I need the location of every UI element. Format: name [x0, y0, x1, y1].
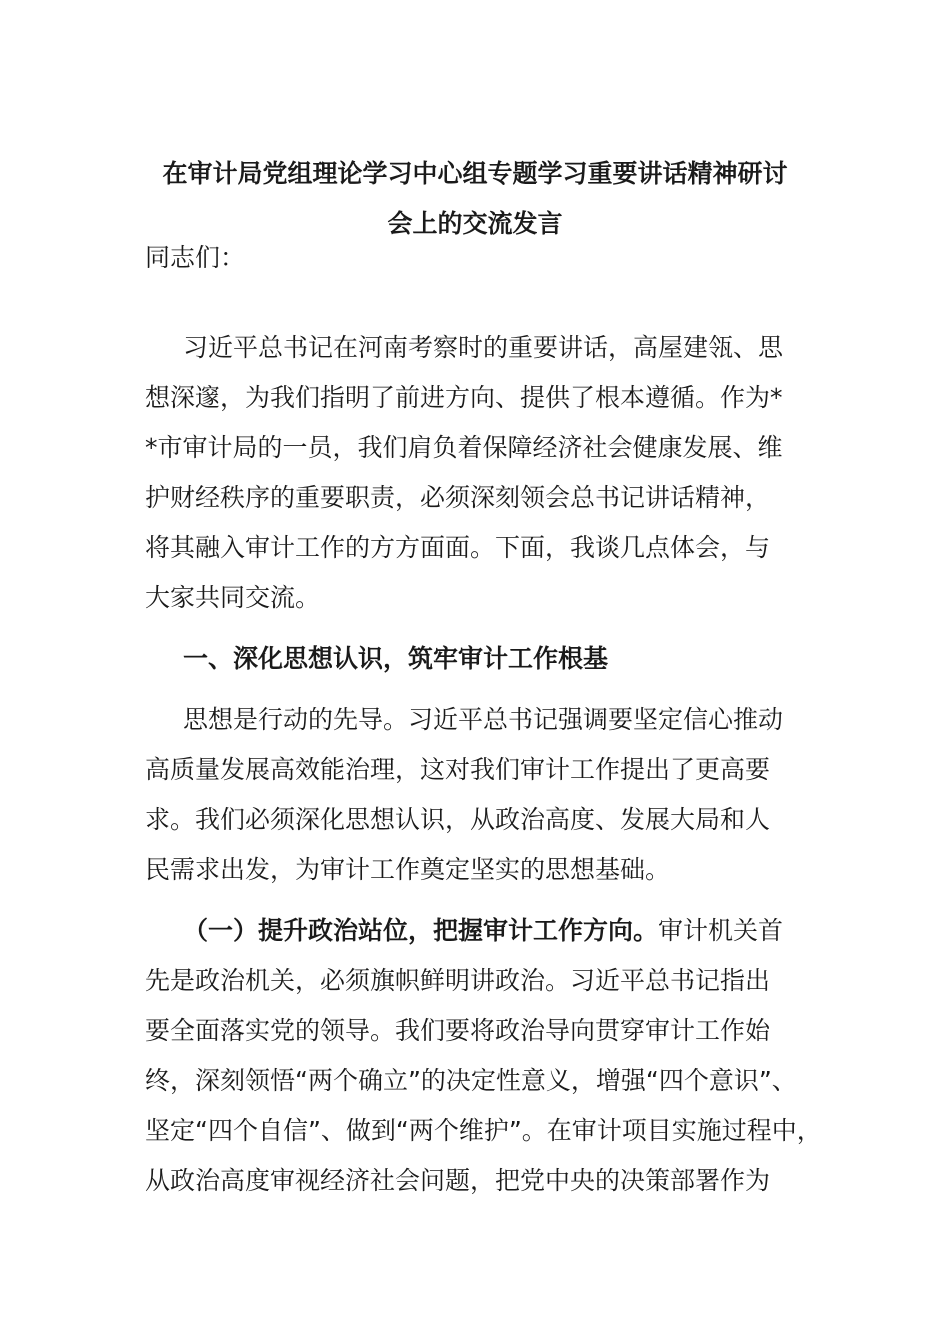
subsection-1-line-4: 终，深刻领悟“两个确立”的决定性意义，增强“四个意识”、	[145, 1066, 797, 1095]
intro-line-5: 将其融入审计工作的方方面面。下面，我谈几点体会，与	[145, 533, 771, 562]
subsection-1-line-6: 从政治高度审视经济社会问题，把党中央的决策部署作为	[145, 1166, 771, 1195]
intro-line-2: 想深邃，为我们指明了前进方向、提供了根本遵循。作为*	[145, 383, 783, 412]
salutation: 同志们：	[145, 243, 246, 272]
intro-line-3: *市审计局的一员，我们肩负着保障经济社会健康发展、维	[145, 433, 783, 462]
title-line-1: 在审计局党组理论学习中心组专题学习重要讲话精神研讨	[162, 159, 788, 188]
intro-line-4: 护财经秩序的重要职责，必须深刻领会总书记讲话精神，	[145, 483, 771, 512]
subsection-1-line-3: 要全面落实党的领导。我们要将政治导向贯穿审计工作始	[145, 1016, 771, 1045]
intro-line-6: 大家共同交流。	[145, 583, 321, 612]
section-1-line-2: 高质量发展高效能治理，这对我们审计工作提出了更高要	[145, 755, 771, 784]
title-line-2: 会上的交流发言	[387, 209, 563, 238]
subsection-1-line-5: 坚定“四个自信”、做到“两个维护”。在审计项目实施过程中，	[145, 1116, 822, 1145]
section-1-line-3: 求。我们必须深化思想认识，从政治高度、发展大局和人	[145, 805, 771, 834]
intro-line-1: 习近平总书记在河南考察时的重要讲话，高屋建瓴、思	[183, 333, 784, 362]
section-1-line-1: 思想是行动的先导。习近平总书记强调要坚定信心推动	[183, 705, 784, 734]
section-1-heading: 一、深化思想认识，筑牢审计工作根基	[183, 644, 609, 673]
subsection-1-first-text: 审计机关首	[658, 916, 784, 945]
subsection-1-first-line	[183, 915, 783, 947]
section-1-line-4: 民需求出发，为审计工作奠定坚实的思想基础。	[145, 855, 671, 884]
subsection-1-line-2: 先是政治机关，必须旗帜鲜明讲政治。习近平总书记指出	[145, 966, 771, 995]
subsection-1-heading: （一）提升政治站位，把握审计工作方向。	[183, 916, 659, 945]
